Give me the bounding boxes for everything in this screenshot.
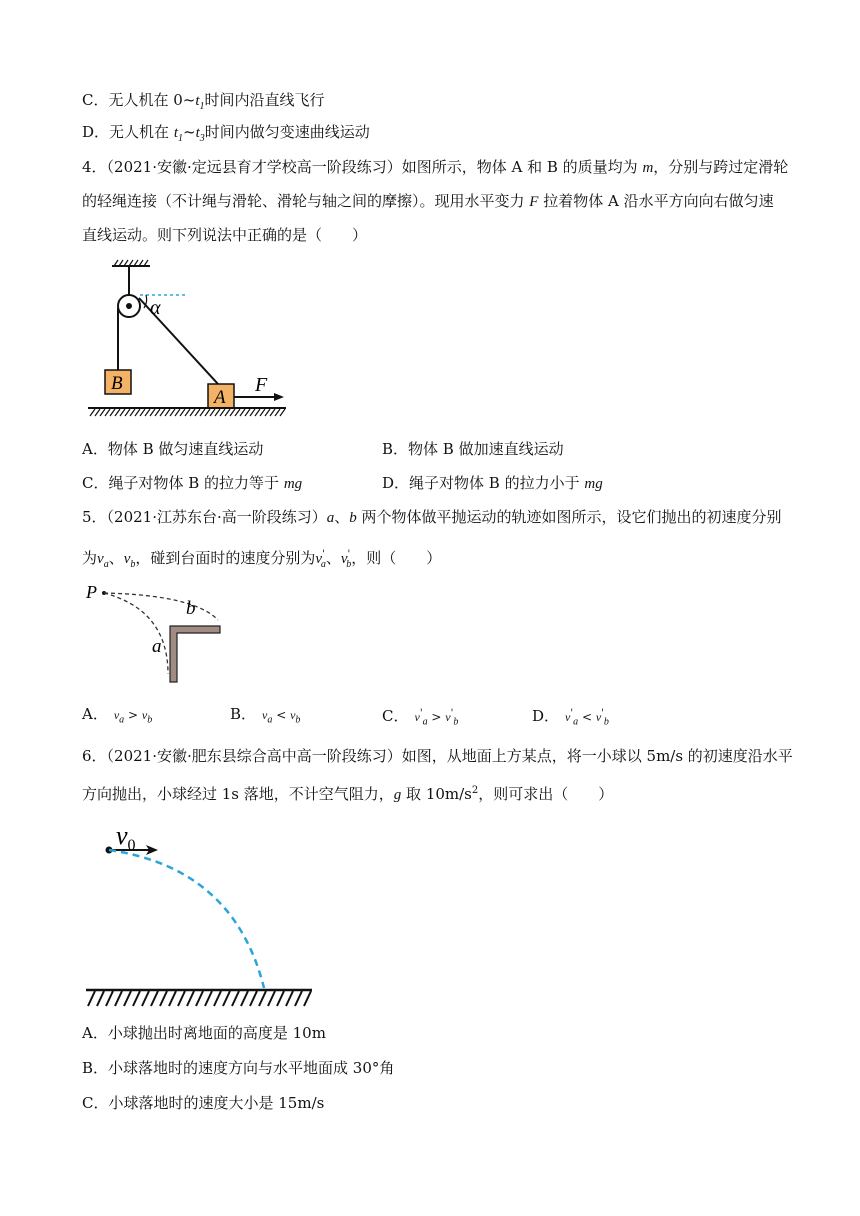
- q6-projectile-figure: [84, 818, 324, 1018]
- point-p-label: P: [86, 582, 97, 602]
- q5-trajectory-figure: [84, 580, 234, 690]
- q5-stem-line-1: 5．（2021·江苏东台·高一阶段练习）a、b 两个物体做平抛运动的轨迹如图所示，设它们抛出的初速度分别: [82, 508, 782, 526]
- q5-option-b: B． $v_a < v_b$: [230, 705, 301, 726]
- q5-stem-line-2: 为$v_a$、$v_b$，碰到台面时的速度分别为$v'_a$、$v'_b$，则（ ）: [82, 549, 442, 570]
- q6-stem-line-1: 6．（2021·安徽·肥东县综合高中高一阶段练习）如图，从地面上方某点，将一小球以 5m/s 的初速度沿水平: [82, 747, 793, 765]
- l-shaped-platform: [170, 626, 220, 682]
- q6-option-b: B．小球落地时的速度方向与水平地面成 30°角: [82, 1059, 395, 1077]
- q4-option-c: C．绳子对物体 B 的拉力等于 mg: [82, 474, 303, 492]
- q5-option-d: D． $v'_a < v'_b$: [532, 707, 609, 728]
- q4-option-b: B．物体 B 做加速直线运动: [382, 440, 564, 458]
- q4-stem-line-3: 直线运动。则下列说法中正确的是（ ）: [82, 226, 368, 244]
- q4-option-a: A．物体 B 做匀速直线运动: [82, 440, 264, 458]
- q5-option-c: C． $v'_a > v'_b$: [382, 707, 459, 728]
- q4-stem-line-1: 4．（2021·安徽·定远县育才学校高一阶段练习）如图所示，物体 A 和 B 的质量均为 m，分别与跨过定滑轮: [82, 158, 789, 176]
- box-b-label: B: [111, 373, 123, 394]
- force-label: F: [255, 374, 268, 396]
- q4-pulley-figure: [84, 258, 304, 418]
- q5-option-a: A． $v_a > v_b$: [82, 705, 153, 726]
- alpha-label: α: [150, 297, 161, 319]
- q4-stem-line-2: 的轻绳连接（不计绳与滑轮、滑轮与轴之间的摩擦）。现用水平变力 F 拉着物体 A 沿水平方向向右做匀速: [82, 192, 774, 210]
- path-a-label: a: [152, 636, 162, 657]
- q6-stem-line-2: 方向抛出，小球经过 1s 落地，不计空气阻力，g 取 $10m/s^2$，则可求出（ ）: [82, 785, 614, 803]
- v0-label: $v_0$: [116, 821, 136, 854]
- q3-option-c: C．无人机在 $0\sim t_1$时间内沿直线飞行: [82, 91, 325, 112]
- q3-option-d: D．无人机在 $t_1\sim t_3$时间内做匀变速曲线运动: [82, 123, 370, 144]
- q4-option-d: D．绳子对物体 B 的拉力小于 mg: [382, 474, 603, 492]
- q6-option-c: C．小球落地时的速度大小是 15m/s: [82, 1094, 325, 1112]
- box-a-label: A: [214, 387, 226, 408]
- path-b-label: b: [186, 598, 196, 619]
- trajectory-curve: [109, 850, 264, 988]
- q6-option-a: A．小球抛出时离地面的高度是 10m: [82, 1024, 326, 1042]
